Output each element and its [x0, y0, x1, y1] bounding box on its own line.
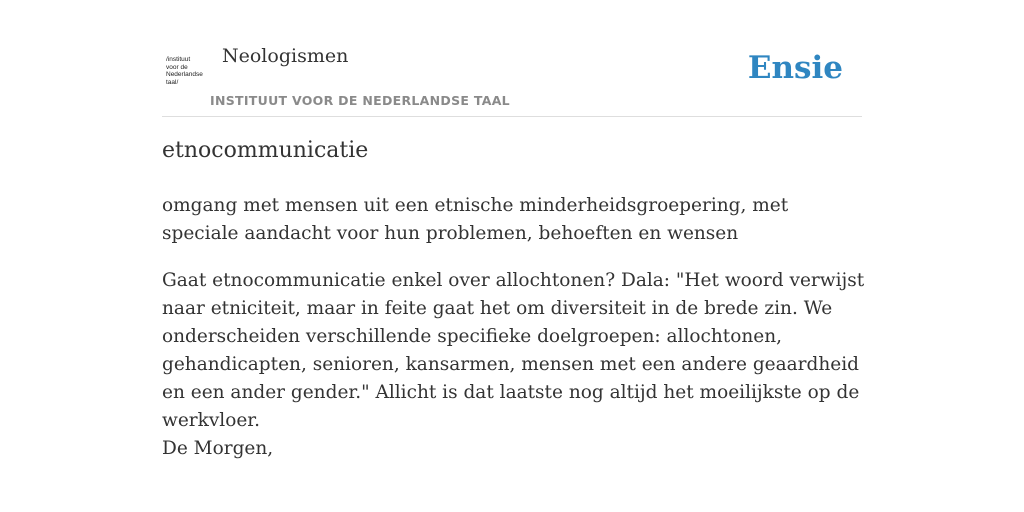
ivdnt-logo[interactable] [166, 56, 206, 90]
entry-example-block [162, 267, 868, 463]
entry-example: Gaat etnocommunicatie enkel over allochtonen? Dala: "Het woord verwijst naar etniciteit, maar in feite gaat het om diversiteit in de brede zin. We onderscheiden verschillende specifieke doelgroepen: allochtonen, gehandicapten, senioren, kansarmen, mensen met een andere geaardheid en een ander gender." Allicht is dat laatste nog altijd het moeilijkste op de werkvloer. [162, 270, 865, 431]
logo-line: taal/ [166, 78, 179, 86]
site-title[interactable]: Neologismen [222, 45, 349, 67]
entry-definition: omgang met mensen uit een etnische minderheidsgroepering, met speciale aandacht voor hun problemen, behoeften en wensen [162, 195, 789, 244]
entry-source: De Morgen, [162, 438, 274, 459]
institute-name: INSTITUUT VOOR DE NEDERLANDSE TAAL [210, 93, 510, 108]
logo-line: Nederlandse [166, 71, 203, 79]
entry-headword: etnocommunicatie [162, 138, 369, 163]
ensie-logo[interactable]: Ensie [747, 50, 843, 86]
site-header [162, 40, 862, 117]
logo-line: voor de [166, 63, 188, 71]
logo-line: /instituut [166, 56, 191, 63]
